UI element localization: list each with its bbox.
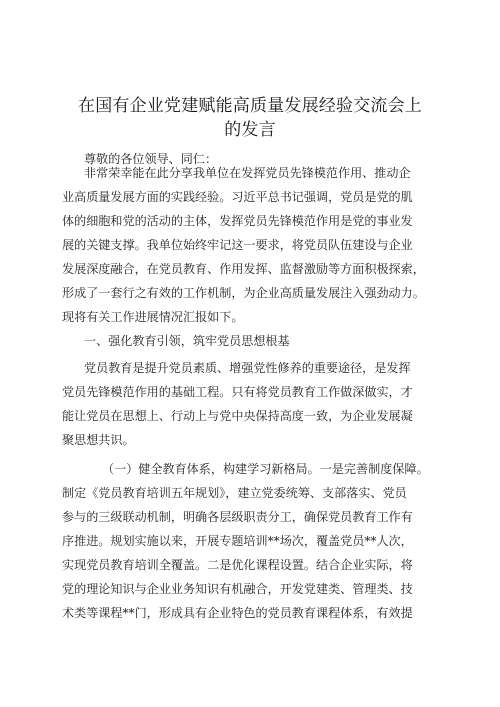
paragraph-line: 体的细胞和党的活动的主体，发挥党员先锋模范作用是党的事业发 [62,214,413,228]
paragraph-line: 业高质量发展方面的实践经验。习近平总书记强调，党员是党的肌 [62,190,413,204]
salutation: 尊敬的各位领导、同仁： [84,152,218,166]
paragraph-line: 术类等课程**门，形成具有企业特色的党员教育课程体系，有效提 [62,606,413,620]
section-heading: 一、强化教育引领，筑牢党员思想根基 [84,334,290,348]
paragraph-line: 党员先锋模范作用的基础工程。只有将党员教育工作做深做实，才 [62,385,413,399]
paragraph-line: 发展深度融合，在党员教育、作用发挥、监督激励等方面积极探索， [62,262,425,276]
paragraph-line: 党员教育是提升党员素质、增强党性修养的重要途径，是发挥 [84,361,411,375]
paragraph-line: 聚思想共识。 [62,433,135,447]
document-title-line-2: 的发言 [224,120,276,140]
paragraph-line: 实现党员教育培训全覆盖。二是优化课程设置。结合企业实际，将 [62,558,413,572]
paragraph-line: 制定《党员教育培训五年规划》，建立党委统筹、支部落实、党员 [62,486,407,500]
paragraph-line: （一）健全教育体系，构建学习新格局。一是完善制度保障。 [102,462,429,476]
document-title-line-1: 在国有企业党建赋能高质量发展经验交流会上 [78,96,422,116]
paragraph-line: 非常荣幸能在此分享我单位在发挥党员先锋模范作用、推动企 [84,166,411,180]
paragraph-line: 展的关键支撑。我单位始终牢记这一要求，将党员队伍建设与企业 [62,238,413,252]
paragraph-line: 能让党员在思想上、行动上与党中央保持高度一致，为企业发展凝 [62,409,413,423]
paragraph-line: 党的理论知识与企业业务知识有机融合，开发党建类、管理类、技 [62,582,413,596]
paragraph-line: 序推进。规划实施以来，开展专题培训**场次，覆盖党员**人次， [62,534,413,548]
paragraph-line: 形成了一套行之有效的工作机制，为企业高质量发展注入强劲动力。 [62,286,425,300]
paragraph-line: 参与的三级联动机制，明确各层级职责分工，确保党员教育工作有 [62,510,413,524]
paragraph-line: 现将有关工作进展情况汇报如下。 [62,310,244,324]
